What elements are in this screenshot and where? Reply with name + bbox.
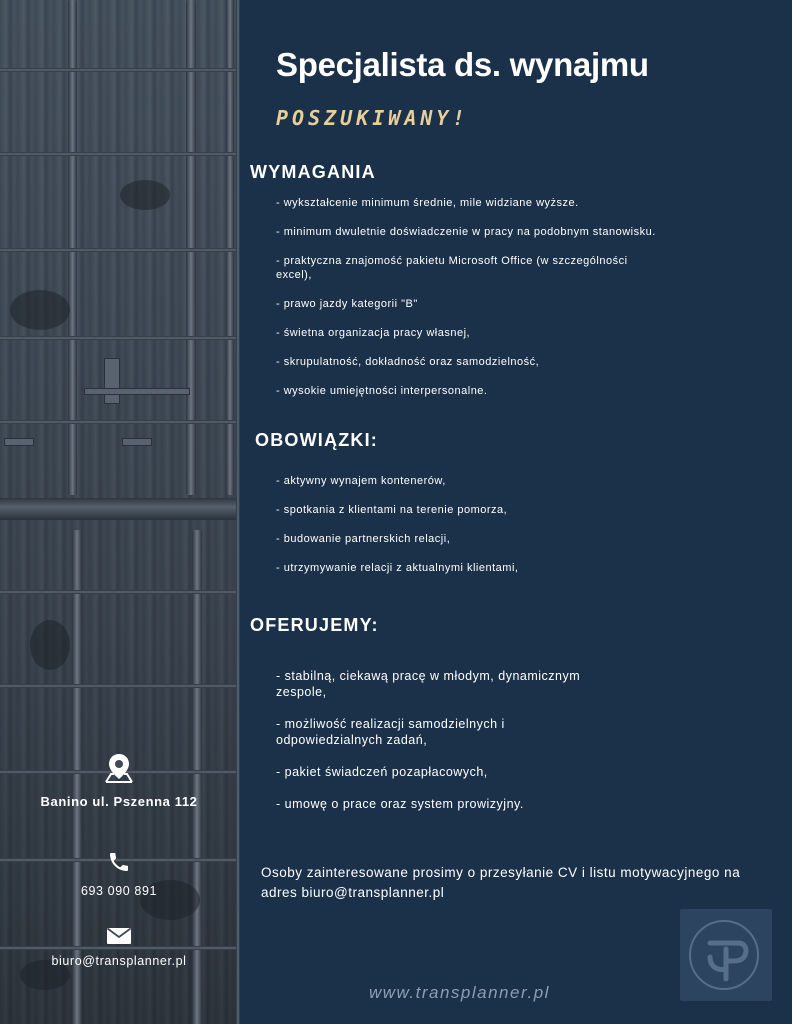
page-subtitle: POSZUKIWANY! xyxy=(276,106,469,130)
address-text: Banino ul. Pszenna 112 xyxy=(40,794,198,809)
list-item: - praktyczna znajomość pakietu Microsoft Office (w szczególności excel), xyxy=(276,255,628,281)
list-item: - możliwość realizacji samodzielnych i odpowiedzialnych zadań, xyxy=(276,717,505,747)
email-block xyxy=(0,926,238,968)
requirements-heading: WYMAGANIA xyxy=(250,162,376,182)
list-item: - pakiet świadczeń pozapłacowych, xyxy=(276,765,488,779)
address-block xyxy=(0,752,238,809)
closing-text: Osoby zainteresowane prosimy o przesyłanie CV i listu motywacyjnego na adres biuro@transplanner.pl xyxy=(261,865,741,900)
map-pin-icon xyxy=(104,752,134,788)
envelope-icon xyxy=(106,926,132,950)
phone-icon xyxy=(107,850,131,878)
duties-heading: OBOWIĄZKI: xyxy=(255,430,378,450)
list-item: - skrupulatność, dokładność oraz samodzielność, xyxy=(276,356,540,368)
transplanner-logo xyxy=(680,909,772,1001)
duties-list xyxy=(276,474,656,575)
list-item: - umowę o prace oraz system prowizyjny. xyxy=(276,797,524,811)
website-link[interactable]: www.transplanner.pl xyxy=(369,983,550,1002)
page-title: Specjalista ds. wynajmu xyxy=(276,46,649,83)
phone-text[interactable]: 693 090 891 xyxy=(80,884,158,898)
email-text[interactable]: biuro@transplanner.pl xyxy=(51,954,187,968)
list-item: - minimum dwuletnie doświadczenie w pracy na podobnym stanowisku. xyxy=(276,226,656,238)
offer-heading: OFERUJEMY: xyxy=(250,615,379,635)
list-item: - stabilną, ciekawą pracę w młodym, dynamicznym zespole, xyxy=(276,669,581,699)
list-item: - świetna organizacja pracy własnej, xyxy=(276,327,471,339)
list-item: - wysokie umiejętności interpersonalne. xyxy=(276,385,488,397)
list-item: - aktywny wynajem kontenerów, xyxy=(276,475,446,487)
list-item: - wykształcenie minimum średnie, mile widziane wyższe. xyxy=(276,197,579,209)
list-item: - spotkania z klientami na terenie pomorza, xyxy=(276,504,508,516)
list-item: - prawo jazdy kategorii "B" xyxy=(276,298,418,310)
offer-list xyxy=(276,668,606,812)
requirements-list xyxy=(276,196,656,398)
list-item: - utrzymywanie relacji z aktualnymi klientami, xyxy=(276,562,519,574)
list-item: - budowanie partnerskich relacji, xyxy=(276,533,451,545)
phone-block xyxy=(0,850,238,898)
